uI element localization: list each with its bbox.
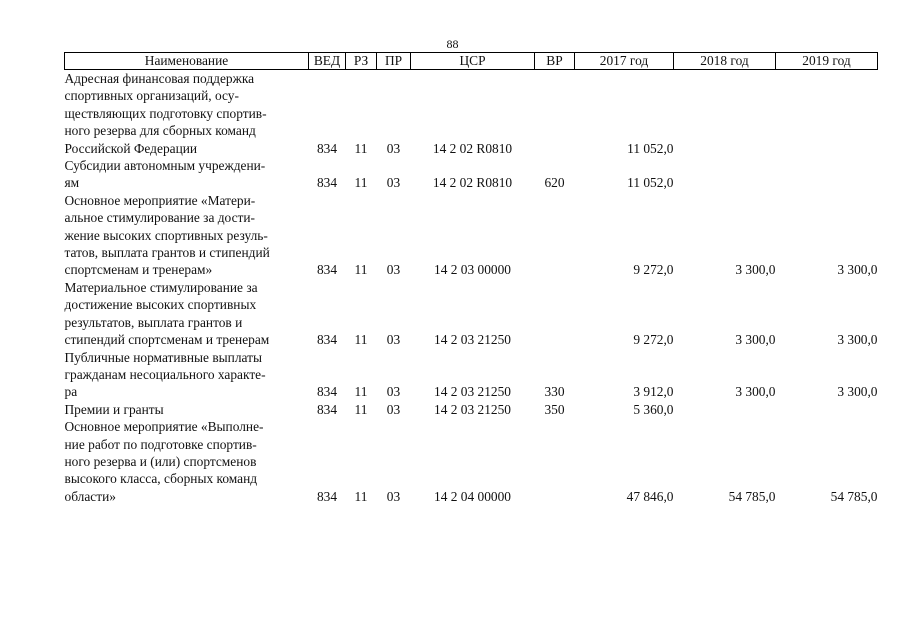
row-value-2019: 3 300,0	[837, 262, 878, 278]
row-name-line: высокого класса, сборных команд	[64, 471, 258, 487]
row-rz: 11	[354, 262, 368, 278]
row-value-2017: 5 360,0	[633, 401, 674, 417]
row-ved: 834	[316, 332, 338, 348]
row-value-2018	[674, 70, 776, 158]
row-value-2019	[776, 401, 878, 418]
page-number: 88	[446, 37, 459, 51]
row-vr	[535, 279, 575, 349]
row-rz: 11	[354, 384, 368, 400]
row-name-line: стипендий спортсменам и тренерам	[64, 332, 270, 348]
table-row	[65, 349, 878, 401]
row-ved: 834	[316, 488, 338, 504]
row-pr: 03	[386, 140, 401, 156]
row-name-line: Российской Федерации	[64, 140, 198, 156]
row-value-2018: 3 300,0	[735, 384, 776, 400]
budget-table	[64, 52, 878, 505]
table-row	[65, 192, 878, 279]
row-ved: 834	[316, 384, 338, 400]
row-name-line: ра	[64, 384, 78, 400]
row-name-line: Материальное стимулирование за	[64, 279, 258, 295]
row-rz: 11	[354, 175, 368, 191]
row-rz: 11	[354, 488, 368, 504]
table-row	[65, 279, 878, 349]
row-name-line: ного резерва для сборных команд	[64, 123, 256, 139]
row-vr	[535, 70, 575, 158]
row-name	[65, 192, 309, 279]
row-rz: 11	[354, 140, 368, 156]
table-row	[65, 70, 878, 158]
row-value-2018: 3 300,0	[735, 262, 776, 278]
header-ved: ВЕД	[309, 53, 346, 70]
row-ved: 834	[316, 140, 338, 156]
row-name-line: жение высоких спортивных резуль-	[64, 227, 268, 243]
row-vr: 350	[544, 401, 565, 417]
row-csr: 14 2 03 00000	[434, 262, 511, 278]
row-pr: 03	[386, 332, 401, 348]
row-name-line: спортивных организаций, осу-	[64, 88, 239, 104]
row-csr: 14 2 04 00000	[434, 488, 511, 504]
row-pr: 03	[386, 262, 401, 278]
row-vr	[535, 192, 575, 279]
row-name-line: Субсидии автономным учреждени-	[64, 158, 266, 174]
row-ved: 834	[316, 262, 338, 278]
row-name-line: Основное мероприятие «Выполне-	[64, 419, 264, 435]
table-header	[65, 53, 878, 70]
row-pr: 03	[386, 401, 401, 417]
header-rz: РЗ	[346, 53, 377, 70]
row-name	[65, 418, 309, 505]
table-row	[65, 418, 878, 505]
header-2017: 2017 год	[575, 53, 674, 70]
row-vr: 330	[544, 384, 565, 400]
row-value-2017: 47 846,0	[626, 488, 674, 504]
row-name-line: спортсменам и тренерам»	[64, 262, 213, 278]
row-rz: 11	[354, 332, 368, 348]
row-value-2018: 3 300,0	[735, 332, 776, 348]
row-name-line: ществляющих подготовку спортив-	[64, 105, 267, 121]
row-value-2017: 9 272,0	[633, 332, 674, 348]
row-name-line: результатов, выплата грантов и	[64, 314, 243, 330]
row-pr: 03	[386, 175, 401, 191]
row-ved: 834	[316, 175, 338, 191]
row-value-2017: 11 052,0	[627, 140, 674, 156]
header-row	[65, 53, 878, 70]
row-value-2017: 9 272,0	[633, 262, 674, 278]
row-name-line: гражданам несоциального характе-	[64, 366, 266, 382]
row-value-2019: 3 300,0	[837, 332, 878, 348]
table-body	[65, 70, 878, 506]
row-name-line: ного резерва и (или) спортсменов	[64, 453, 257, 469]
row-csr: 14 2 02 R0810	[432, 140, 513, 156]
row-value-2018	[674, 401, 776, 418]
row-pr: 03	[386, 488, 401, 504]
row-value-2019: 54 785,0	[830, 488, 878, 504]
header-vr: ВР	[535, 53, 575, 70]
header-pr: ПР	[377, 53, 411, 70]
row-rz: 11	[354, 401, 368, 417]
table-row	[65, 401, 878, 418]
row-name	[65, 279, 309, 349]
row-csr: 14 2 03 21250	[434, 332, 511, 348]
row-vr	[535, 418, 575, 505]
row-csr: 14 2 03 21250	[434, 401, 511, 417]
row-vr: 620	[544, 175, 565, 191]
header-2018: 2018 год	[674, 53, 776, 70]
row-name-line: Публичные нормативные выплаты	[64, 349, 262, 365]
row-value-2018: 54 785,0	[728, 488, 776, 504]
row-name	[65, 70, 309, 158]
row-value-2019: 3 300,0	[837, 384, 878, 400]
row-name-line: Основное мероприятие «Матери-	[64, 192, 256, 208]
row-name	[65, 401, 309, 418]
row-csr: 14 2 02 R0810	[432, 175, 513, 191]
row-name-line: татов, выплата грантов и стипендий	[64, 245, 270, 261]
table-row	[65, 157, 878, 192]
row-name-line: ям	[64, 175, 80, 191]
header-2019: 2019 год	[776, 53, 878, 70]
header-name: Наименование	[65, 53, 309, 70]
row-name	[65, 157, 309, 192]
row-name-line: Адресная финансовая поддержка	[64, 71, 255, 86]
row-name	[65, 349, 309, 401]
row-value-2017: 11 052,0	[627, 175, 674, 191]
row-name-line: достижение высоких спортивных	[64, 297, 257, 313]
row-value-2017: 3 912,0	[633, 384, 674, 400]
header-csr: ЦСР	[411, 53, 535, 70]
row-pr: 03	[386, 384, 401, 400]
row-value-2019	[776, 70, 878, 158]
row-name-line: Премии и гранты	[64, 401, 164, 417]
row-name-line: ние работ по подготовке спортив-	[64, 436, 257, 452]
row-value-2019	[776, 157, 878, 192]
row-value-2018	[674, 157, 776, 192]
row-name-line: альное стимулирование за дости-	[64, 210, 256, 226]
row-ved: 834	[316, 401, 338, 417]
row-csr: 14 2 03 21250	[434, 384, 511, 400]
row-name-line: области»	[64, 488, 116, 504]
